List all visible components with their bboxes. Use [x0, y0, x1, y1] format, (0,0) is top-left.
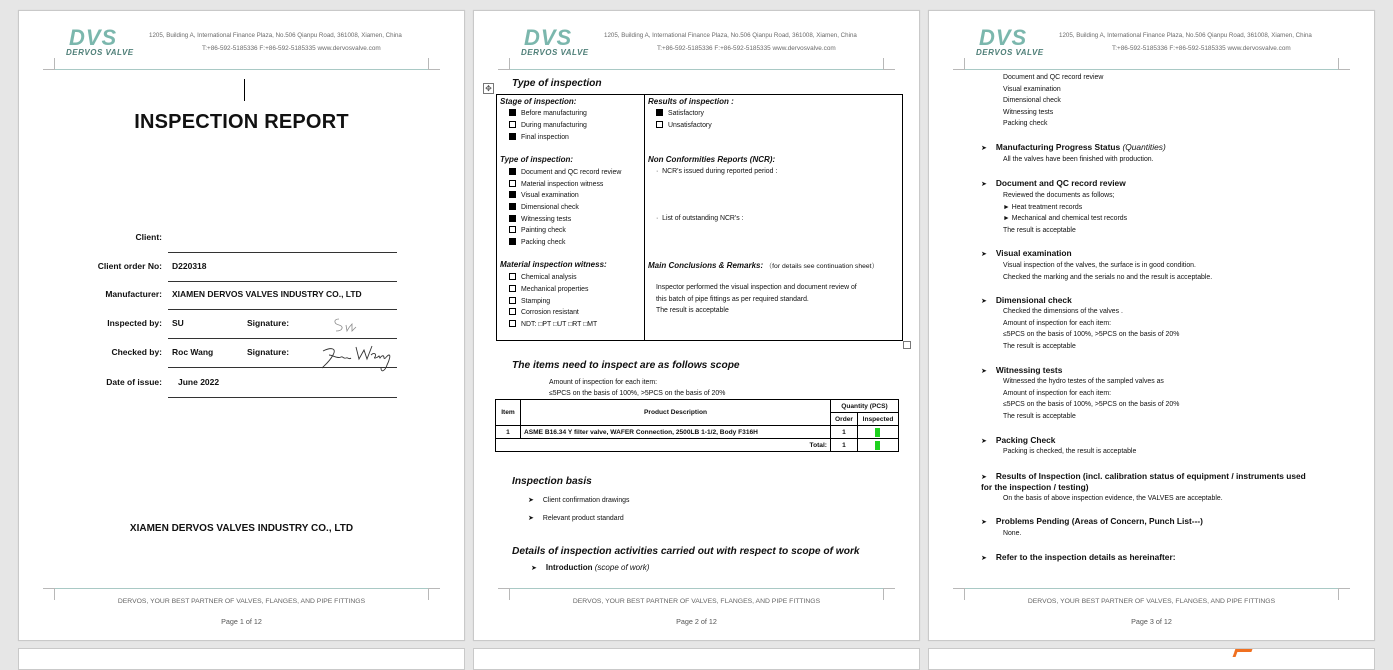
footer-rule	[510, 588, 883, 589]
date-label: Date of issue:	[106, 377, 162, 387]
checkbox[interactable]	[656, 109, 663, 116]
checkbox[interactable]	[509, 273, 516, 280]
header-contact: T:+86-592-5185336 F:+86-592-5185335 www.dervosvalve.com	[657, 45, 836, 52]
checkbox[interactable]	[509, 285, 516, 292]
company-logo: DVS DERVOS VALVE	[521, 25, 589, 57]
crop-mark	[43, 58, 55, 70]
section-text: Witnessed the hydro testes of the sampled valves as Amount of inspection for each item: ≤5PCS on the basis of 100%, >5PCS on the basis of 20% The result is acceptable	[1003, 378, 1180, 420]
checkbox[interactable]	[509, 121, 516, 128]
checkbox-item[interactable]: Final inspection	[509, 133, 569, 141]
checkbox[interactable]	[509, 308, 516, 315]
ncr-item: · NCR’s issued during reported period :	[656, 168, 778, 175]
field-underline	[168, 367, 397, 368]
crop-mark	[1338, 58, 1350, 70]
text-cursor	[244, 79, 245, 101]
ncr-heading: Non Conformities Reports (NCR):	[648, 155, 776, 164]
order-value[interactable]: D220318	[172, 261, 207, 271]
header-rule	[498, 69, 895, 70]
checkbox[interactable]	[509, 238, 516, 245]
date-value[interactable]: June 2022	[178, 377, 220, 387]
checked-by-value[interactable]: Roc Wang	[172, 347, 214, 357]
cell: Total:	[496, 439, 831, 452]
items-table	[495, 399, 899, 452]
col-header: Inspected	[858, 413, 899, 426]
footer-slogan: DERVOS, YOUR BEST PARTNER OF VALVES, FLANGES, AND PIPE FITTINGS	[117, 598, 366, 605]
section-heading: ➤ Problems Pending (Areas of Concern, Punch List---)	[981, 516, 1203, 526]
header-address: 1205, Building A, International Finance Plaza, No.506 Qianpu Road, 361008, Xiamen, China	[1059, 32, 1312, 39]
signature-label: Signature:	[247, 318, 290, 328]
header-rule	[43, 69, 440, 70]
order-label: Client order No:	[97, 261, 162, 271]
checkbox-item[interactable]: Corrosion resistant	[509, 308, 579, 316]
checkbox-item[interactable]: Dimensional check	[509, 203, 579, 211]
table-move-handle[interactable]: ✥	[483, 83, 494, 94]
header-address: 1205, Building A, International Finance Plaza, No.506 Qianpu Road, 361008, Xiamen, China	[149, 32, 402, 39]
crop-mark	[428, 58, 440, 70]
table-row	[496, 426, 899, 439]
checkbox-item[interactable]: Witnessing tests	[509, 215, 571, 223]
page-number: Page 3 of 12	[1131, 617, 1172, 626]
cell: 1	[831, 426, 858, 439]
checked-by-label: Checked by:	[111, 347, 162, 357]
section-heading: ➤ Visual examination	[981, 248, 1072, 258]
stage-heading: Stage of inspection:	[500, 97, 577, 106]
checkbox-item[interactable]: Visual examination	[509, 191, 579, 199]
signature-image	[319, 341, 393, 379]
orange-marker-icon	[1233, 649, 1253, 657]
checkbox[interactable]	[509, 191, 516, 198]
signature-label: Signature:	[247, 347, 290, 357]
section-heading: ➤ Dimensional check	[981, 295, 1072, 305]
footer-rule	[965, 588, 1338, 589]
checkbox[interactable]	[509, 297, 516, 304]
checkbox-item[interactable]: Before manufacturing	[509, 109, 587, 117]
section-title: Type of inspection	[512, 78, 602, 89]
checkbox-item[interactable]: Painting check	[509, 226, 566, 234]
checkbox[interactable]	[509, 226, 516, 233]
section-heading: ➤ Document and QC record review	[981, 178, 1126, 188]
table-divider	[644, 95, 645, 340]
section-heading: ➤ Packing Check	[981, 435, 1056, 445]
section-heading: ➤ Witnessing tests	[981, 365, 1063, 375]
crop-mark	[953, 58, 965, 70]
checkbox[interactable]	[509, 180, 516, 187]
checkbox-item[interactable]: Chemical analysis	[509, 273, 577, 281]
company-name: XIAMEN DERVOS VALVES INDUSTRY CO., LTD	[129, 523, 354, 534]
cell	[858, 426, 899, 439]
checkbox[interactable]	[509, 133, 516, 140]
page-4-preview	[18, 648, 465, 670]
section-text: None.	[1003, 530, 1022, 537]
results-heading: Results of inspection :	[648, 97, 734, 106]
section-heading: ➤ Refer to the inspection details as hereinafter:	[981, 552, 1176, 562]
amount-text: Amount of inspection for each item:	[549, 379, 658, 386]
page-number: Page 2 of 12	[676, 617, 717, 626]
field-underline	[168, 338, 397, 339]
footer-slogan: DERVOS, YOUR BEST PARTNER OF VALVES, FLANGES, AND PIPE FITTINGS	[572, 598, 821, 605]
section-text: Checked the dimensions of the valves . Amount of inspection for each item: ≤5PCS on the basis of 100%, >5PCS on the basis of 20% The result is acceptable	[1003, 308, 1180, 350]
checkbox-item[interactable]: Unsatisfactory	[656, 121, 712, 129]
signature-image	[331, 313, 361, 335]
header-address: 1205, Building A, International Finance Plaza, No.506 Qianpu Road, 361008, Xiamen, China	[604, 32, 857, 39]
section-heading: ➤ Results of Inspection (incl. calibration status of equipment / instruments used	[981, 471, 1306, 481]
page-1	[18, 10, 465, 641]
col-header: Order	[831, 413, 858, 426]
checkbox[interactable]	[509, 215, 516, 222]
highlight-marker	[875, 441, 880, 450]
section-heading: ➤ Manufacturing Progress Status (Quantities)	[981, 142, 1166, 152]
crop-mark	[498, 58, 510, 70]
cell	[858, 439, 899, 452]
page-6-preview	[928, 648, 1375, 670]
conclusions-text: Inspector performed the visual inspection and document review of this batch of pipe fittings as per required standard. The result is acceptable	[656, 284, 857, 314]
client-label: Client:	[135, 232, 162, 242]
footer-rule	[55, 588, 428, 589]
col-header: Item	[496, 400, 521, 426]
amount-text: ≤5PCS on the basis of 100%, >5PCS on the basis of 20%	[549, 390, 726, 397]
checkbox-item[interactable]: NDT: □PT □UT □RT □MT	[509, 320, 597, 328]
checkbox[interactable]	[509, 203, 516, 210]
highlight-marker	[875, 428, 880, 437]
checkbox-item[interactable]: Packing check	[509, 238, 565, 246]
checkbox-item[interactable]: Satisfactory	[656, 109, 704, 117]
checkbox-item[interactable]: Stamping	[509, 297, 550, 305]
header-rule	[953, 69, 1350, 70]
field-underline	[168, 252, 397, 253]
page-3	[928, 10, 1375, 641]
cell: 1	[831, 439, 858, 452]
section-text: On the basis of above inspection evidence, the VALVES are acceptable.	[1003, 495, 1223, 502]
manufacturer-label: Manufacturer:	[105, 289, 162, 299]
scope-list: Document and QC record review Visual examination Dimensional check Witnessing tests Packing check	[1003, 74, 1104, 128]
company-logo: DVS DERVOS VALVE	[66, 25, 134, 57]
field-underline	[168, 281, 397, 282]
checkbox[interactable]	[656, 121, 663, 128]
basis-item: ➤ Client confirmation drawings	[528, 496, 630, 504]
col-header: Quantity (PCS)	[831, 400, 899, 413]
section-title: Details of inspection activities carried out with respect to scope of work	[512, 546, 860, 557]
ncr-item: · List of outstanding NCR’s :	[656, 215, 744, 222]
page-number: Page 1 of 12	[221, 617, 262, 626]
header-contact: T:+86-592-5185336 F:+86-592-5185335 www.dervosvalve.com	[1112, 45, 1291, 52]
report-title: INSPECTION REPORT	[134, 111, 349, 133]
page-2	[473, 10, 920, 641]
company-logo: DVS DERVOS VALVE	[976, 25, 1044, 57]
intro-heading: ➤ Introduction (scope of work)	[531, 563, 650, 572]
header-contact: T:+86-592-5185336 F:+86-592-5185335 www.dervosvalve.com	[202, 45, 381, 52]
checkbox-item[interactable]: Document and QC record review	[509, 168, 621, 176]
crop-mark	[883, 58, 895, 70]
inspected-by-value[interactable]: SU	[172, 318, 184, 328]
section-title: Inspection basis	[512, 476, 592, 487]
conclusions-heading: Main Conclusions & Remarks: （for details see continuation sheet）	[648, 261, 879, 270]
table-resize-handle[interactable]	[903, 341, 911, 349]
field-underline	[168, 309, 397, 310]
checkbox[interactable]	[509, 168, 516, 175]
type-heading: Type of inspection:	[500, 155, 574, 164]
col-header: Product Description	[521, 400, 831, 426]
material-heading: Material inspection witness:	[500, 260, 607, 269]
footer-slogan: DERVOS, YOUR BEST PARTNER OF VALVES, FLANGES, AND PIPE FITTINGS	[1027, 598, 1276, 605]
manufacturer-value[interactable]: XIAMEN DERVOS VALVES INDUSTRY CO., LTD	[172, 289, 362, 299]
section-title: The items need to inspect are as follows scope	[512, 360, 740, 371]
cell: 1	[496, 426, 521, 439]
checkbox[interactable]	[509, 320, 516, 327]
section-text: Packing is checked, the result is acceptable	[1003, 448, 1137, 455]
basis-item: ➤ Relevant product standard	[528, 514, 624, 522]
section-heading-cont: for the inspection / testing)	[981, 482, 1089, 492]
cell: ASME B16.34 Y filter valve, WAFER Connection, 2500LB 1-1/2, Body F316H	[521, 426, 831, 439]
inspected-by-label: Inspected by:	[107, 318, 162, 328]
inspection-type-table	[496, 94, 903, 341]
checkbox-item[interactable]: During manufacturing	[509, 121, 587, 129]
page-5-preview	[473, 648, 920, 670]
checkbox-item[interactable]: Mechanical properties	[509, 285, 588, 293]
checkbox-item[interactable]: Material inspection witness	[509, 180, 603, 188]
table-row	[496, 439, 899, 452]
section-text: Reviewed the documents as follows; ► Heat treatment records ► Mechanical and chemical test records The result is acceptable	[1003, 192, 1128, 234]
checkbox[interactable]	[509, 109, 516, 116]
section-text: Visual inspection of the valves, the surface is in good condition. Checked the marking and the serials no and the result is acceptable.	[1003, 262, 1213, 281]
field-underline	[168, 397, 397, 398]
section-text: All the valves have been finished with production.	[1003, 156, 1154, 163]
